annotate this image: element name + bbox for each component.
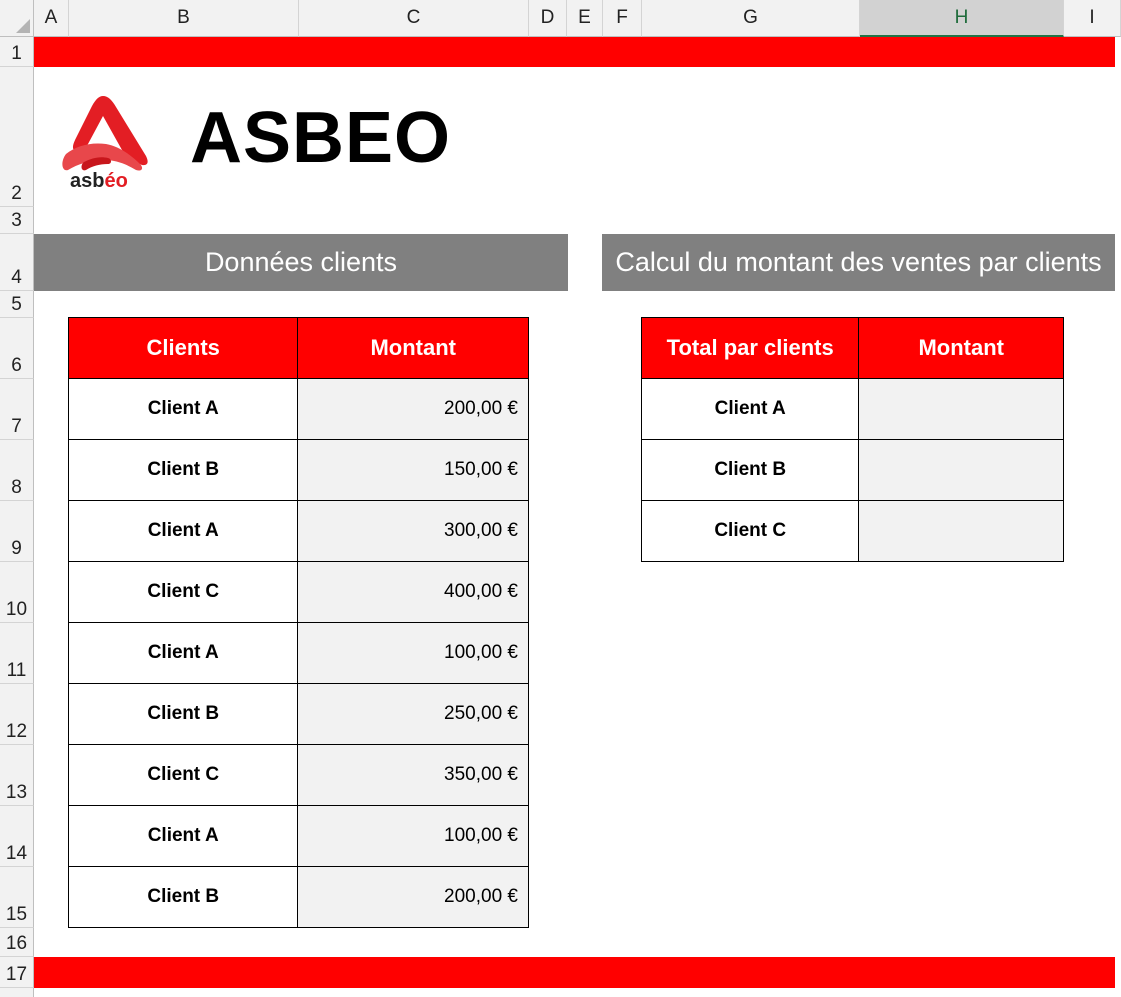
amount-cell[interactable]: 400,00 € [298,562,529,623]
row-header-9[interactable]: 9 [0,501,34,562]
column-header-b[interactable]: B [69,0,299,37]
row-header-13[interactable]: 13 [0,745,34,806]
row-header-4[interactable]: 4 [0,234,34,291]
row-header-1[interactable]: 1 [0,37,34,67]
column-header-d[interactable]: D [529,0,567,37]
row-header-7[interactable]: 7 [0,379,34,440]
asbeo-logo[interactable] [56,92,154,196]
header-total-par-clients[interactable]: Total par clients [642,318,859,379]
table-row [69,440,529,501]
column-header-c[interactable]: C [299,0,529,37]
client-cell[interactable]: Client B [69,440,298,501]
select-all-corner[interactable] [0,0,34,37]
logo-text-asb: asb [70,170,105,192]
left-section-title[interactable]: Données clients [34,234,568,291]
amount-cell[interactable]: 250,00 € [298,684,529,745]
table-header-row [642,318,1064,379]
amount-cell[interactable]: 100,00 € [298,623,529,684]
client-cell[interactable]: Client B [642,440,859,501]
logo-text-eo: éo [104,170,128,192]
row-header-11[interactable]: 11 [0,623,34,684]
table-row [642,379,1064,440]
client-cell[interactable]: Client A [69,806,298,867]
row-header-3[interactable]: 3 [0,207,34,234]
row-header-5[interactable]: 5 [0,291,34,318]
client-cell[interactable]: Client A [69,501,298,562]
client-cell[interactable]: Client A [69,623,298,684]
amount-cell[interactable]: 300,00 € [298,501,529,562]
amount-cell[interactable]: 350,00 € [298,745,529,806]
row-header-16[interactable]: 16 [0,928,34,957]
header-montant[interactable]: Montant [298,318,529,379]
client-cell[interactable]: Client B [69,867,298,928]
table-row [69,562,529,623]
right-section-title[interactable]: Calcul du montant des ventes par clients [602,234,1115,291]
amount-cell[interactable]: 100,00 € [298,806,529,867]
client-cell[interactable]: Client C [642,501,859,562]
totals-table [641,317,1064,562]
column-header-i[interactable]: I [1064,0,1121,37]
client-cell[interactable]: Client A [642,379,859,440]
bottom-red-band [34,957,1115,988]
client-cell[interactable]: Client C [69,745,298,806]
total-amount-cell[interactable] [859,501,1064,562]
table-row [69,684,529,745]
row-header-2[interactable]: 2 [0,67,34,207]
row-header-14[interactable]: 14 [0,806,34,867]
row-header-6[interactable]: 6 [0,318,34,379]
amount-cell[interactable]: 200,00 € [298,379,529,440]
row-header-12[interactable]: 12 [0,684,34,745]
row-header-17[interactable]: 17 [0,957,34,988]
amount-cell[interactable]: 150,00 € [298,440,529,501]
select-all-triangle-icon [16,19,30,33]
column-header-g[interactable]: G [642,0,860,37]
client-cell[interactable]: Client C [69,562,298,623]
client-data-table [68,317,529,928]
table-row [69,867,529,928]
total-amount-cell[interactable] [859,379,1064,440]
table-row [69,379,529,440]
header-montant[interactable]: Montant [859,318,1064,379]
table-row [69,623,529,684]
amount-cell[interactable]: 200,00 € [298,867,529,928]
table-header-row [69,318,529,379]
column-header-h[interactable]: H [860,0,1064,37]
row-header-15[interactable]: 15 [0,867,34,928]
table-row [69,501,529,562]
column-header-a[interactable]: A [34,0,69,37]
row-header-8[interactable]: 8 [0,440,34,501]
column-header-f[interactable]: F [603,0,642,37]
table-row [69,745,529,806]
table-row [69,806,529,867]
table-row [642,501,1064,562]
row-header-10[interactable]: 10 [0,562,34,623]
row-header-overflow [0,988,34,997]
header-clients[interactable]: Clients [69,318,298,379]
client-cell[interactable]: Client A [69,379,298,440]
table-row [642,440,1064,501]
total-amount-cell[interactable] [859,440,1064,501]
column-header-e[interactable]: E [567,0,603,37]
client-cell[interactable]: Client B [69,684,298,745]
brand-title[interactable]: ASBEO [190,98,452,178]
top-red-band [34,37,1115,67]
